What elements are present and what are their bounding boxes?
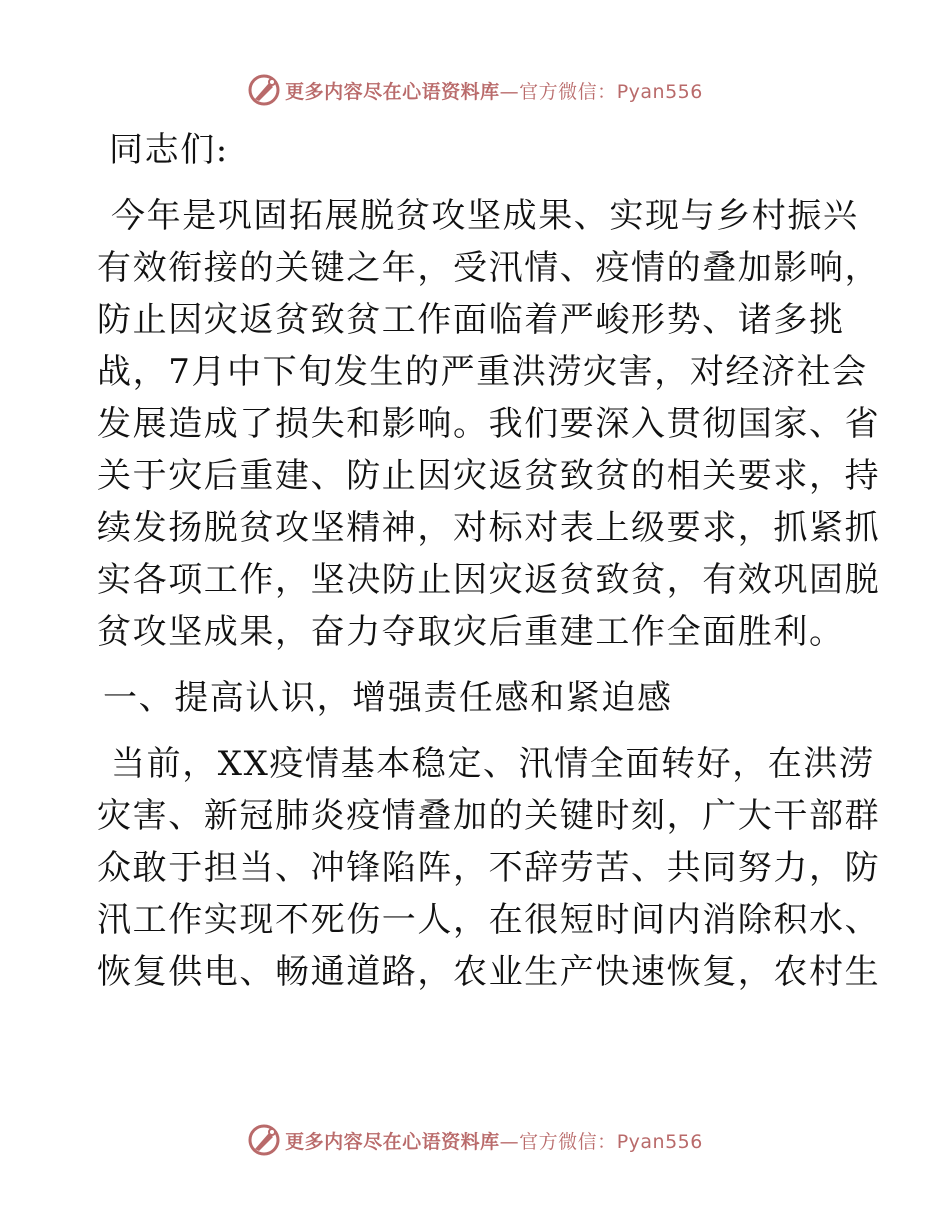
text-line: 战，7月中下旬发生的严重洪涝灾害，对经济社会 [97, 352, 868, 392]
watermark-main: 更多内容尽在心语资料库 [285, 1130, 500, 1153]
footer-watermark [0, 1118, 950, 1162]
watermark-account: Pyan556 [616, 80, 703, 103]
watermark-main: 更多内容尽在心语资料库 [285, 80, 500, 103]
text-line: 关于灾后重建、防止因灾返贫致贫的相关要求，持 [97, 456, 881, 496]
logo-icon [247, 1123, 281, 1157]
text-line: 今年是巩固拓展脱贫攻坚成果、实现与乡村振兴 [111, 196, 859, 236]
salutation [97, 124, 857, 176]
logo-icon [247, 73, 281, 107]
watermark-account: Pyan556 [616, 1130, 703, 1153]
salutation-text: 同志们: [109, 130, 229, 170]
text-line: 有效衔接的关键之年，受汛情、疫情的叠加影响， [97, 248, 881, 288]
text-line: 众敢于担当、冲锋陷阵，不辞劳苦、共同努力，防 [97, 848, 881, 888]
watermark-separator: — [499, 1130, 520, 1153]
text-line: 当前，XX疫情基本稳定、汛情全面转好，在洪涝 [111, 744, 875, 784]
paragraph-intro [97, 190, 881, 658]
section-heading-text: 一、提高认识，增强责任感和紧迫感 [103, 678, 673, 718]
text-line: 汛工作实现不死伤一人，在很短时间内消除积水、 [97, 900, 881, 940]
watermark-text [285, 77, 703, 104]
text-line: 实各项工作，坚决防止因灾返贫致贫，有效巩固脱 [97, 560, 881, 600]
paragraph-section-1 [97, 738, 881, 998]
text-line: 续发扬脱贫攻坚精神，对标对表上级要求，抓紧抓 [97, 508, 881, 548]
watermark-sub: 官方微信： [519, 1130, 617, 1153]
text-line: 灾害、新冠肺炎疫情叠加的关键时刻，广大干部群 [97, 796, 881, 836]
text-line: 发展造成了损失和影响。我们要深入贯彻国家、省 [97, 404, 881, 444]
text-line: 防止因灾返贫致贫工作面临着严峻形势、诸多挑 [97, 300, 845, 340]
text-line: 贫攻坚成果，奋力夺取灾后重建工作全面胜利。 [97, 612, 845, 652]
text-line: 恢复供电、畅通道路，农业生产快速恢复，农村生 [97, 952, 881, 992]
header-watermark [0, 68, 950, 112]
document-body [97, 124, 881, 998]
watermark-text [285, 1127, 703, 1154]
section-heading [97, 672, 857, 724]
watermark-separator: — [499, 80, 520, 103]
watermark-sub: 官方微信： [519, 80, 617, 103]
